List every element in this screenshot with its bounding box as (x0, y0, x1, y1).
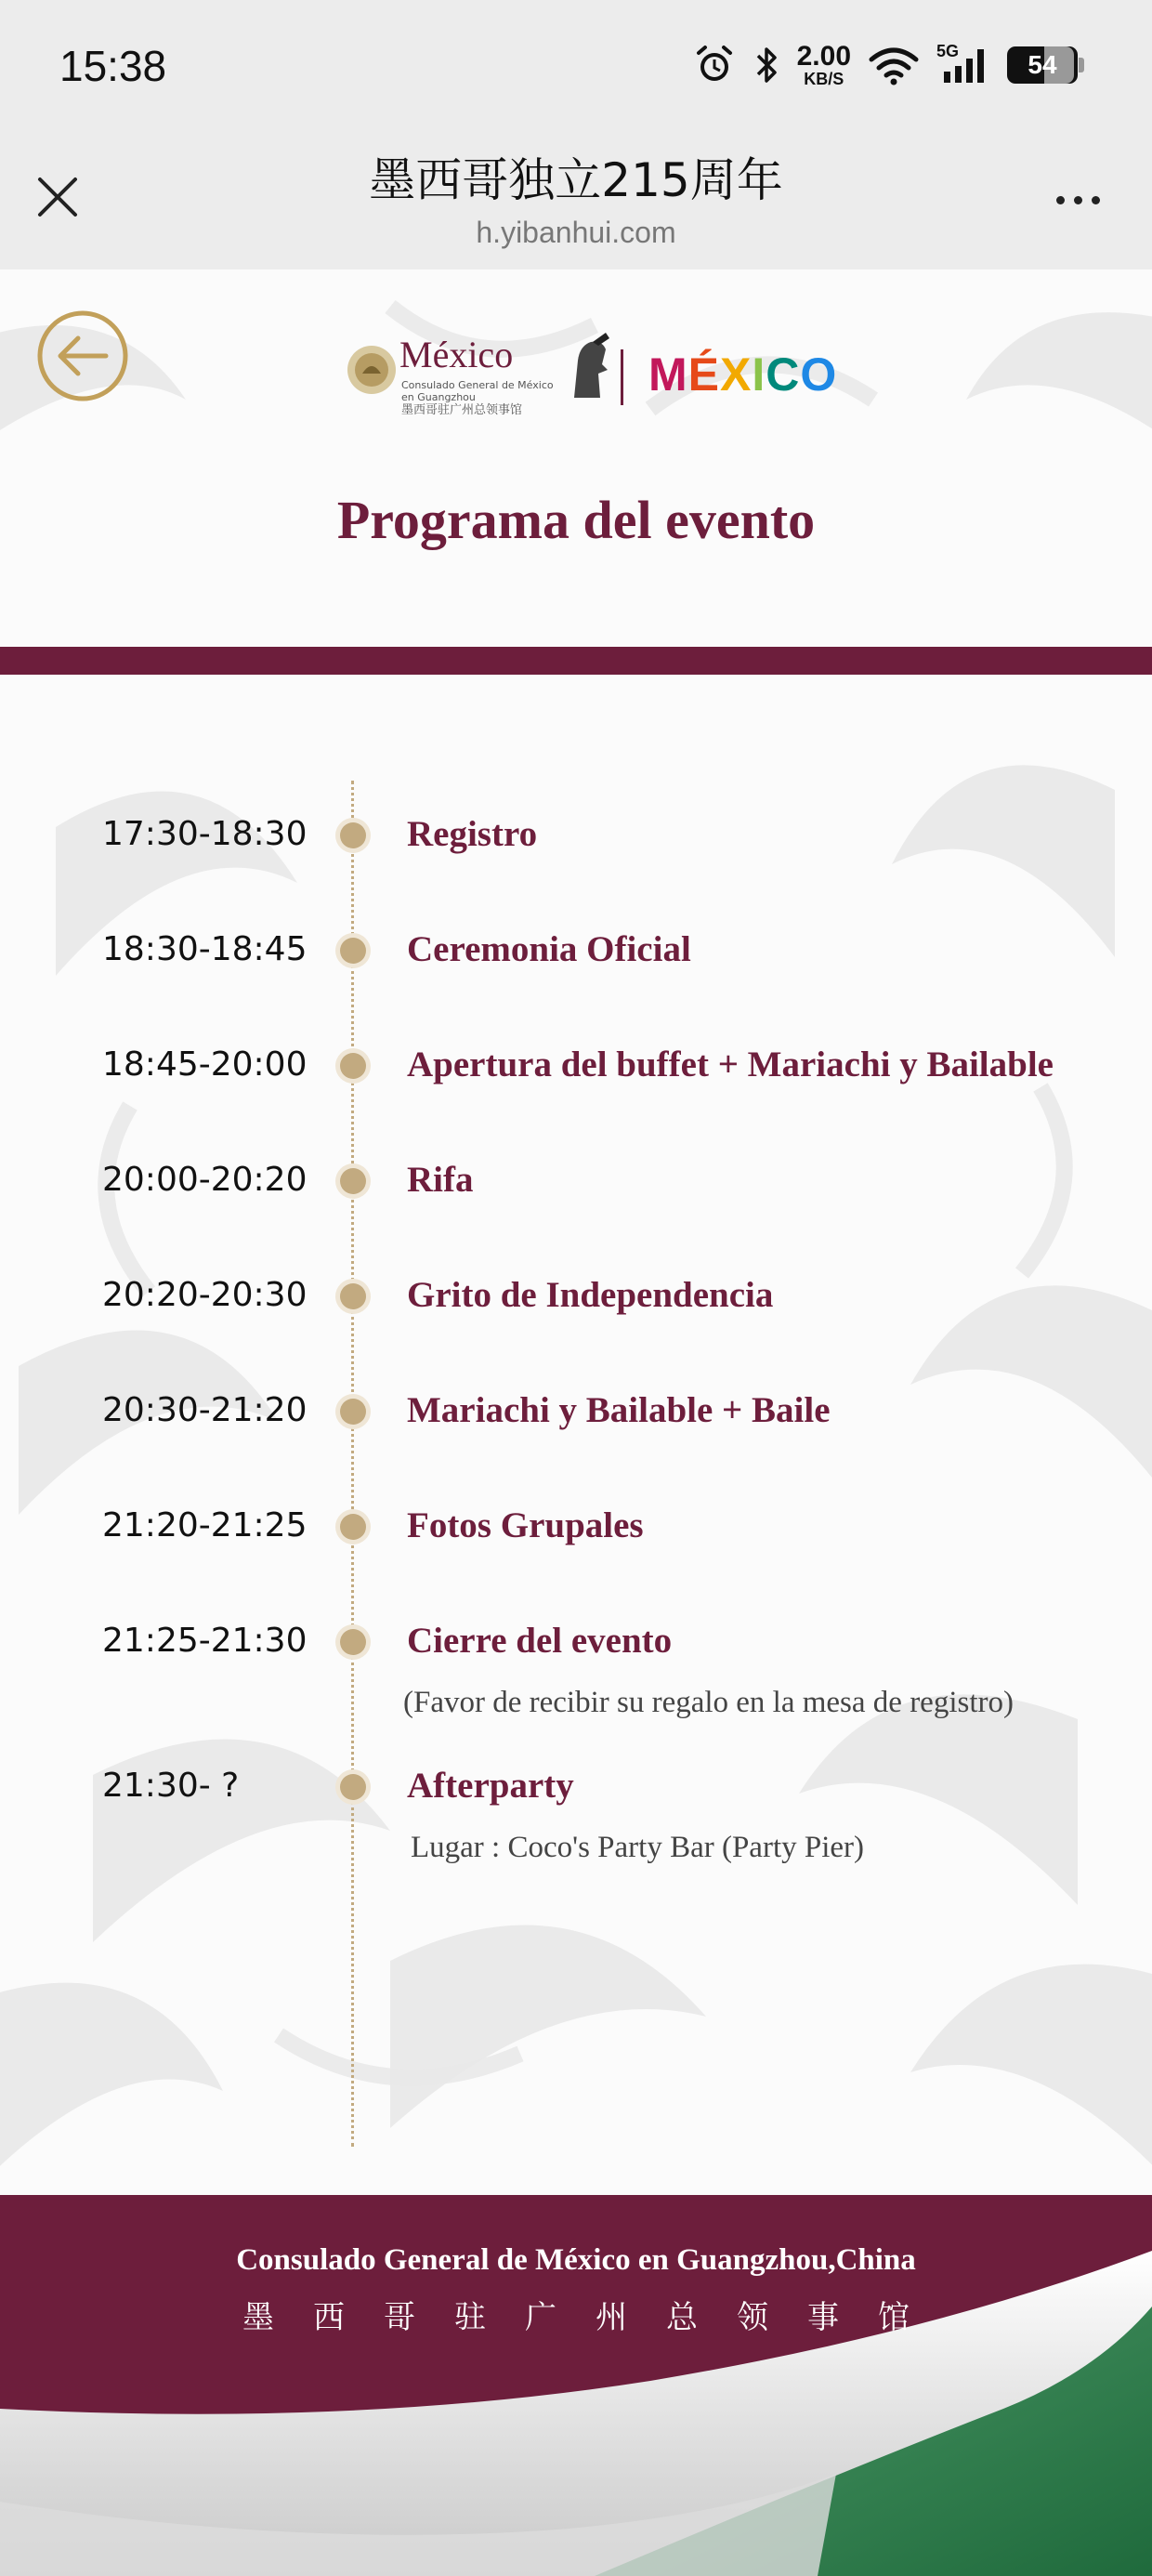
bluetooth-icon (753, 44, 780, 86)
schedule-row (0, 922, 1152, 978)
schedule-time: 21:30- ? (102, 1767, 240, 1805)
logo-divider (621, 349, 623, 405)
timeline-dot (340, 1629, 366, 1655)
status-bar (0, 0, 1152, 139)
venue-note: Lugar : Coco's Party Bar (Party Pier) (411, 1831, 865, 1864)
close-icon (36, 176, 79, 218)
schedule-row (0, 1498, 1152, 1554)
logo-subtitle-line-2: en Guangzhou (401, 391, 476, 403)
schedule-event: Afterparty (407, 1766, 574, 1806)
clock: 15:38 (59, 42, 167, 90)
net-speed (797, 43, 851, 87)
timeline-dot (340, 1774, 366, 1800)
schedule-time: 20:30-21:20 (102, 1391, 308, 1429)
schedule-time: 18:45-20:00 (102, 1045, 308, 1084)
divider-band (0, 647, 1152, 675)
footer-name-zh: 墨西哥驻广州总领事馆 (242, 2299, 949, 2336)
schedule-time: 20:20-20:30 (102, 1276, 308, 1314)
schedule-row (0, 1758, 1152, 1814)
timeline-dot (340, 822, 366, 848)
status-icons (693, 37, 1078, 93)
schedule-event: Fotos Grupales (407, 1505, 644, 1545)
battery-level: 54 (1028, 50, 1057, 79)
logo-subtitle-line-3: 墨西哥驻广州总领事馆 (401, 403, 523, 417)
background-pattern (0, 269, 1152, 2204)
program-heading: Programa del evento (336, 490, 816, 550)
wifi-icon (868, 44, 920, 86)
timeline-dot (340, 938, 366, 964)
schedule-time: 21:25-21:30 (102, 1622, 308, 1660)
net-speed-value: 2.00 (796, 41, 851, 72)
schedule-time: 21:20-21:25 (102, 1506, 308, 1544)
timeline-dot (340, 1168, 366, 1194)
consulate-footer (0, 2195, 1152, 2576)
schedule-row (0, 1268, 1152, 1323)
back-button[interactable] (35, 309, 130, 403)
web-content (0, 269, 1152, 2576)
logo-subtitle-line-1: Consulado General de México (401, 379, 554, 391)
footer-name-es: Consulado General de México en Guangzhou,China (236, 2243, 916, 2277)
consulate-logo (344, 333, 836, 435)
hidalgo-figure-icon (565, 333, 611, 401)
schedule-note: (Favor de recibir su regalo en la mesa de registro) (403, 1686, 1014, 1719)
schedule-row (0, 1613, 1152, 1669)
page-url: h.yibanhui.com (476, 216, 676, 249)
alarm-icon (693, 44, 736, 86)
schedule-row (0, 1383, 1152, 1439)
timeline-dot (340, 1514, 366, 1540)
schedule-event: Ceremonia Oficial (407, 929, 691, 969)
timeline-dot (340, 1399, 366, 1425)
logo-mexico-title: México (399, 334, 514, 375)
logo-subtitle (401, 379, 554, 418)
mexico-brand-logo: MÉXICO (648, 348, 838, 401)
more-icon (1056, 196, 1065, 204)
back-arrow-icon (40, 313, 125, 399)
schedule-event: Rifa (407, 1160, 474, 1200)
schedule-time: 20:00-20:20 (102, 1161, 308, 1199)
browser-title-bar (0, 139, 1152, 269)
page-title: 墨西哥独立215周年 (369, 153, 783, 207)
schedule-event: Apertura del buffet + Mariachi y Bailable (407, 1045, 1054, 1084)
schedule-time: 18:30-18:45 (102, 930, 308, 968)
more-button[interactable] (1041, 177, 1115, 223)
schedule-row (0, 807, 1152, 862)
schedule-row (0, 1037, 1152, 1093)
net-speed-unit: KB/S (804, 70, 844, 88)
schedule-row (0, 1152, 1152, 1208)
schedule-event: Mariachi y Bailable + Baile (407, 1390, 831, 1430)
battery-icon (1007, 46, 1078, 84)
close-button[interactable] (28, 167, 87, 227)
timeline-line (351, 781, 354, 2147)
signal-icon (936, 44, 990, 86)
timeline-dot (340, 1283, 366, 1309)
schedule-event: Cierre del evento (407, 1621, 673, 1661)
schedule-time: 17:30-18:30 (102, 815, 308, 853)
schedule-event: Grito de Independencia (407, 1275, 774, 1315)
coat-of-arms-icon (344, 342, 399, 398)
network-type: 5G (936, 42, 960, 60)
timeline-dot (340, 1053, 366, 1079)
schedule-event: Registro (407, 814, 538, 854)
title-block (279, 149, 873, 253)
